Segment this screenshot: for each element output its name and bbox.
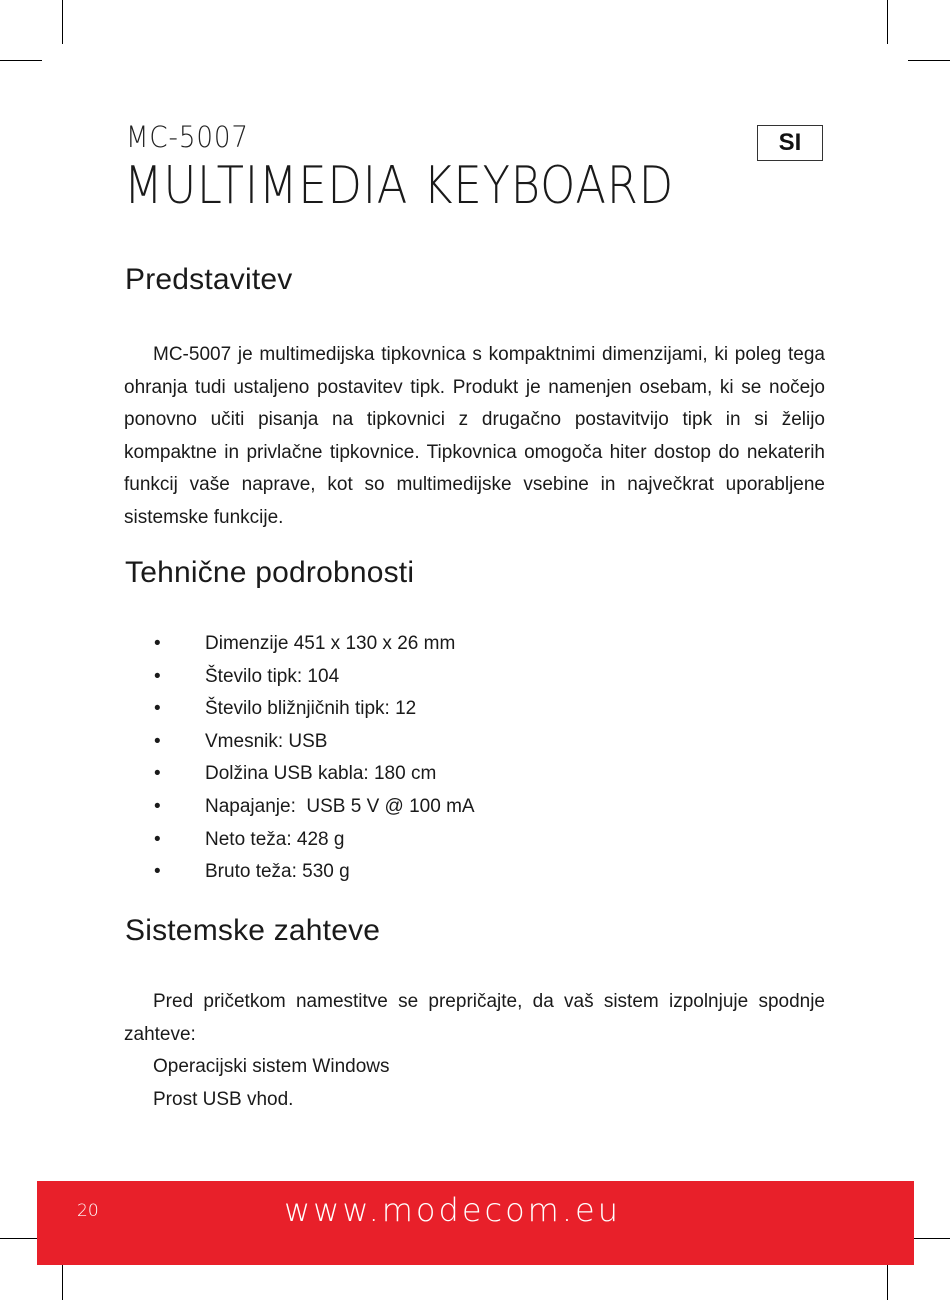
requirements-paragraph: Pred pričetkom namestitve se prepričajte, da vaš sistem izpolnjuje spodnje zahteve:: [124, 991, 825, 1045]
specs-list: [124, 628, 824, 889]
crop-mark: [62, 0, 63, 44]
bullet: •: [154, 633, 161, 654]
list-item: [124, 824, 824, 857]
list-item: [124, 856, 824, 889]
bullet: •: [154, 828, 161, 850]
spec-text: Vmesnik: USB: [205, 730, 328, 752]
spec-text: Dolžina USB kabla: 180 cm: [205, 763, 437, 785]
specs-heading: Tehnične podrobnosti: [125, 556, 415, 589]
spec-text: Napajanje: USB 5 V @ 100 mA: [205, 795, 475, 817]
page-title: MULTIMEDIA KEYBOARD: [124, 156, 675, 216]
model-number: MC-5007: [126, 120, 249, 154]
bullet: •: [154, 665, 161, 687]
list-item: [124, 628, 824, 661]
requirement-line: Prost USB vhod.: [153, 1089, 294, 1110]
bullet: •: [154, 763, 161, 785]
list-item: [124, 791, 824, 824]
spec-text: Bruto teža: 530 g: [205, 861, 350, 883]
list-item: [124, 693, 824, 726]
language-badge: SI: [757, 125, 823, 161]
requirement-line: Operacijski sistem Windows: [153, 1056, 390, 1077]
crop-mark: [887, 0, 888, 44]
website-link[interactable]: www.modecom.eu: [284, 1191, 621, 1229]
footer-bar: [37, 1181, 914, 1265]
bullet: •: [154, 861, 161, 883]
requirements-heading: Sistemske zahteve: [125, 914, 381, 947]
bullet: •: [154, 698, 161, 720]
spec-text: Dimenzije 451 x 130 x 26 mm: [205, 633, 456, 654]
list-item: [124, 758, 824, 791]
intro-paragraph: MC-5007 je multimedijska tipkovnica s kompaktnimi dimenzijami, ki poleg tega ohranja tudi ustaljeno postavitev tipk. Produkt je namenjen osebam, ki se nočejo ponovno učiti pisanja na tipkovnici z drugačno postavitvijo tipk in si želijo kompaktne in privlačne tipkovnice. Tipkovnica omogoča hiter dostop do nekaterih funkcij vaše naprave, kot so multimedijske vsebine in največkrat uporabljene sistemske funkcije.: [124, 344, 825, 528]
spec-text: Število tipk: 104: [205, 665, 340, 687]
spec-text: Število bližnjičnih tipk: 12: [205, 698, 417, 720]
bullet: •: [154, 730, 161, 752]
spec-text: Neto teža: 428 g: [205, 828, 345, 850]
crop-mark: [908, 1238, 950, 1239]
page-number: 20: [77, 1201, 99, 1221]
bullet: •: [154, 795, 161, 817]
intro-heading: Predstavitev: [125, 263, 293, 296]
crop-mark: [908, 60, 950, 61]
crop-mark: [0, 60, 42, 61]
list-item: [124, 661, 824, 694]
crop-mark: [0, 1238, 42, 1239]
list-item: [124, 726, 824, 759]
